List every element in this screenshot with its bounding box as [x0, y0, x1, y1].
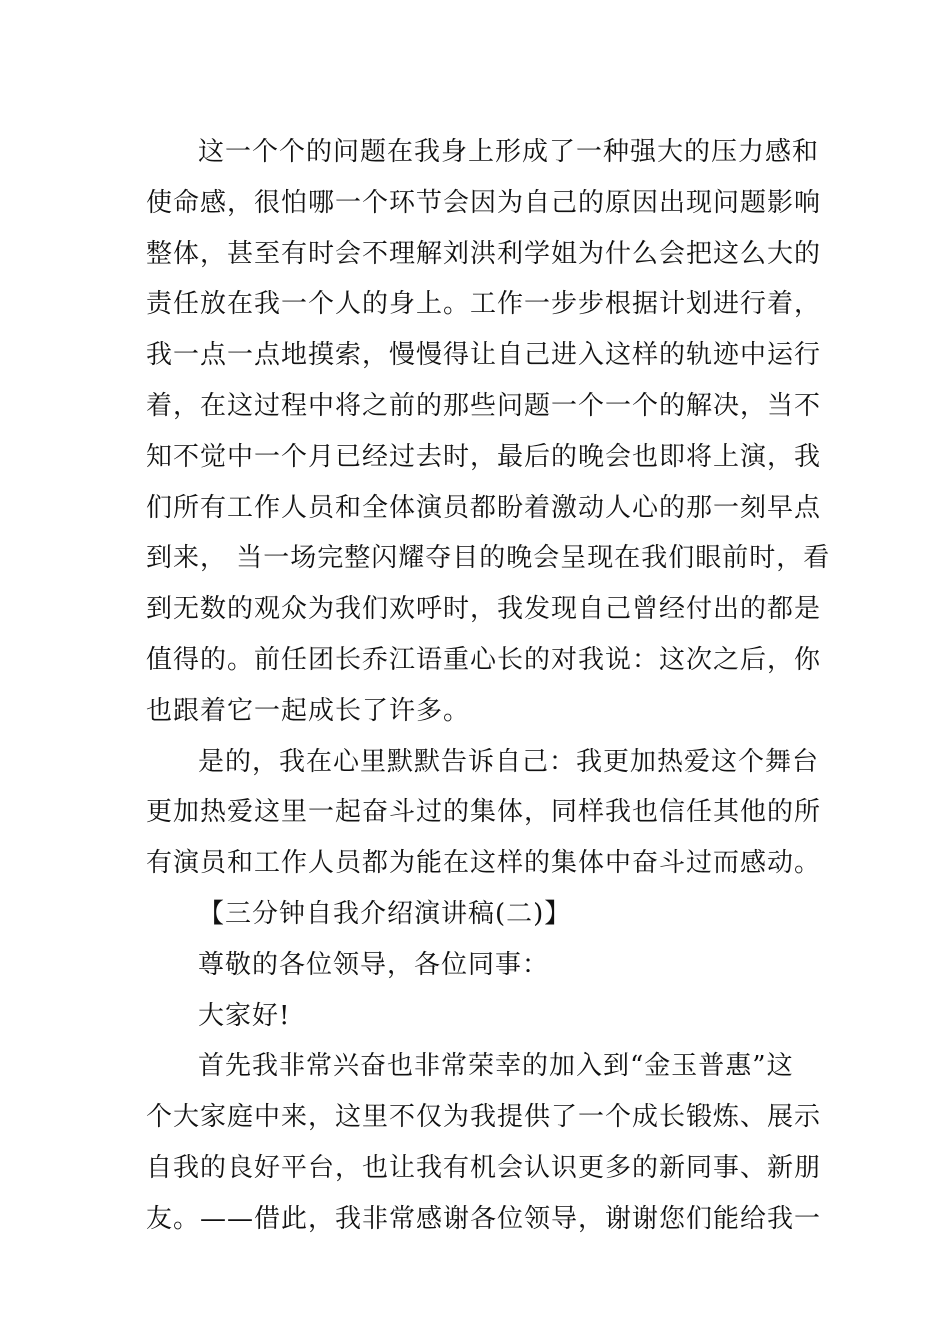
paragraph-line: 自我的良好平台，也让我有机会认识更多的新同事、新朋: [146, 1152, 822, 1183]
document-body: [146, 127, 831, 1245]
paragraph-line: 是的，我在心里默默告诉自己：我更加热爱这个舞台: [198, 746, 820, 777]
paragraph-line: 也跟着它一起成长了许多。: [146, 695, 471, 726]
paragraph-line: 个大家庭中来，这里不仅为我提供了一个成长锻炼、展示: [146, 1102, 822, 1133]
greeting-line: 大家好!: [198, 1000, 291, 1031]
paragraph-line: 到来， 当一场完整闪耀夺目的晚会呈现在我们眼前时，看: [146, 543, 831, 574]
paragraph-line: 责任放在我一个人的身上。工作一步步根据计划进行着，: [146, 289, 822, 320]
paragraph-line: 值得的。前任团长乔江语重心长的对我说：这次之后，你: [146, 644, 822, 675]
paragraph-line: 我一点一点地摸索，慢慢得让自己进入这样的轨迹中运行: [146, 340, 822, 371]
paragraph-line: 知不觉中一个月已经过去时，最后的晚会也即将上演，我: [146, 441, 822, 472]
section-heading: 【三分钟自我介绍演讲稿(二)】: [198, 898, 572, 929]
paragraph-line: 到无数的观众为我们欢呼时，我发现自己曾经付出的都是: [146, 594, 822, 625]
paragraph-line: 使命感，很怕哪一个环节会因为自己的原因出现问题影响: [146, 187, 822, 218]
paragraph-line: 更加热爱这里一起奋斗过的集体，同样我也信任其他的所: [146, 797, 822, 828]
paragraph-line: 着，在这过程中将之前的那些问题一个一个的解决，当不: [146, 390, 822, 421]
paragraph-line: 友。——借此，我非常感谢各位领导，谢谢您们能给我一: [146, 1203, 822, 1234]
paragraph-line: 们所有工作人员和全体演员都盼着激动人心的那一刻早点: [146, 492, 822, 523]
paragraph-line: 整体，甚至有时会不理解刘洪利学姐为什么会把这么大的: [146, 238, 822, 269]
salutation-line: 尊敬的各位领导，各位同事：: [198, 949, 550, 980]
paragraph-line: 这一个个的问题在我身上形成了一种强大的压力感和: [198, 137, 820, 167]
paragraph-line: 有演员和工作人员都为能在这样的集体中奋斗过而感动。: [146, 848, 822, 879]
paragraph-line: 首先我非常兴奋也非常荣幸的加入到“金玉普惠”这: [198, 1051, 794, 1082]
